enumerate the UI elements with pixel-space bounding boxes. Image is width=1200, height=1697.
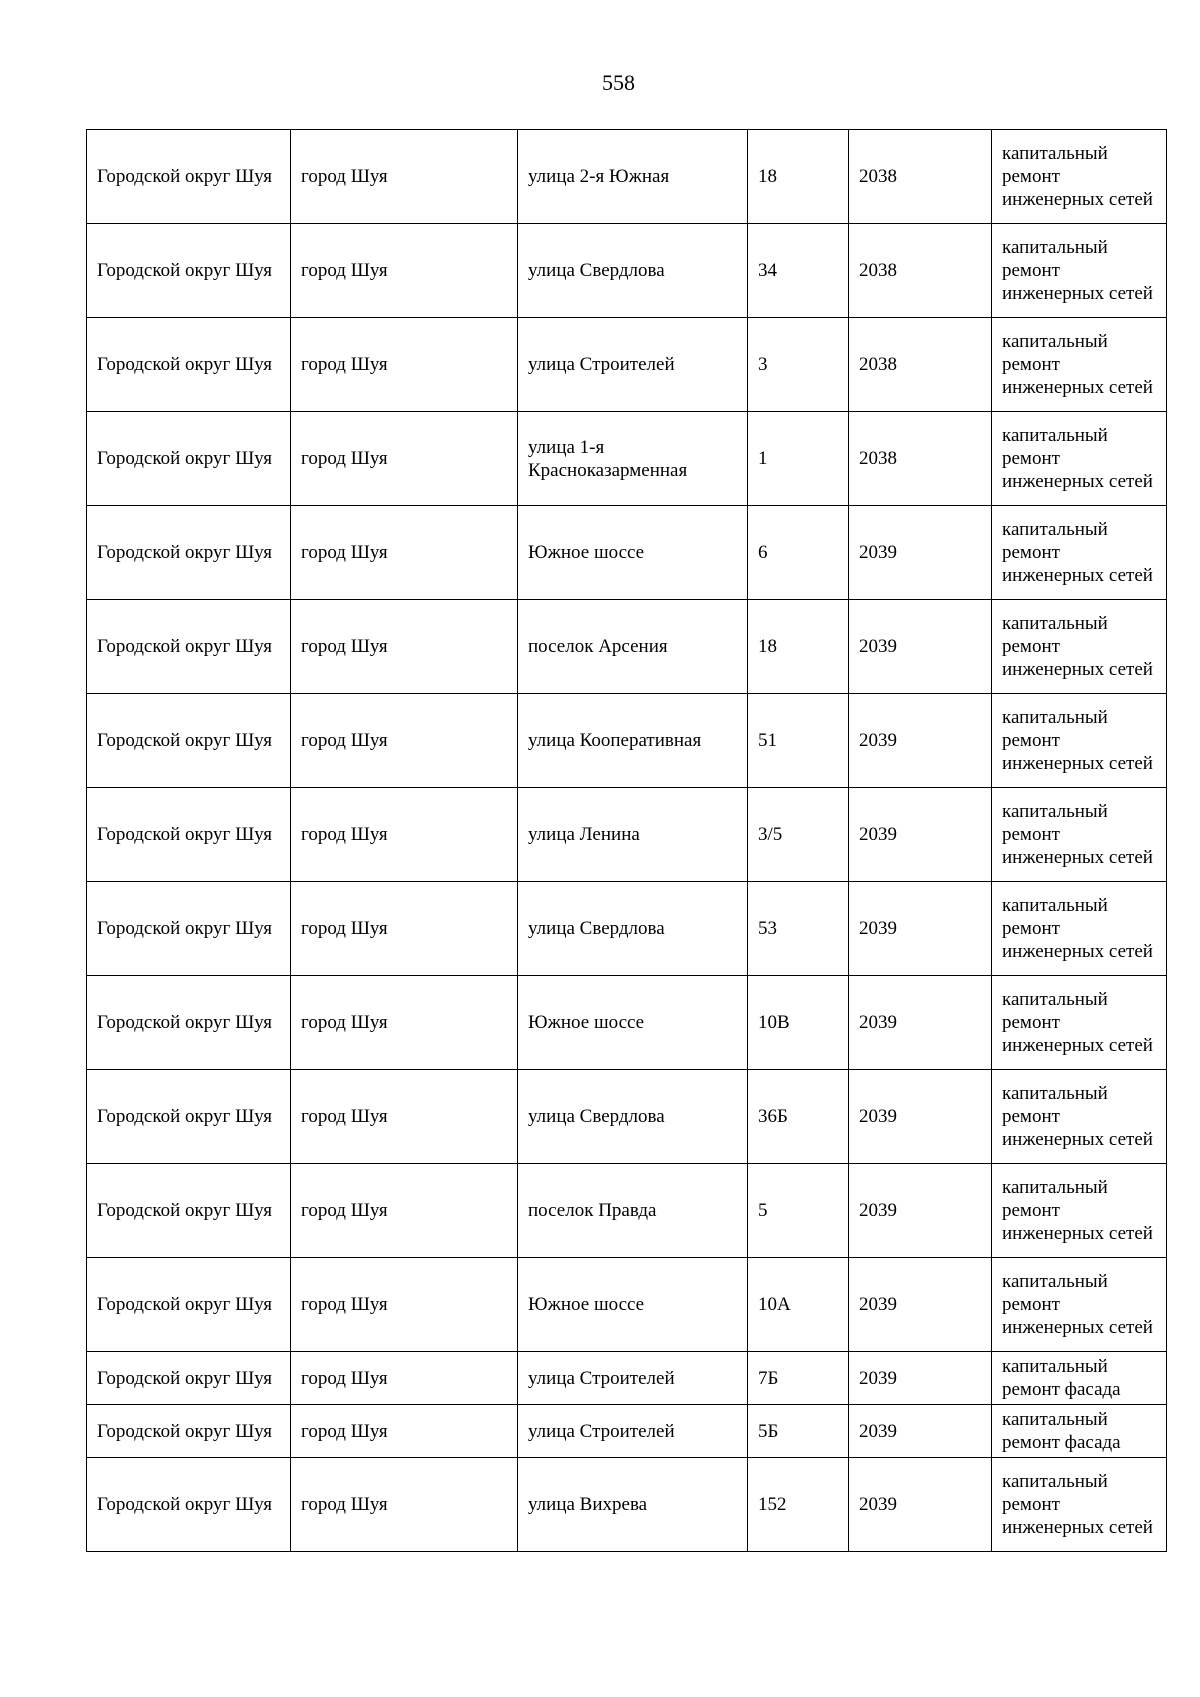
cell-work-type: капитальный ремонт фасада (992, 1352, 1167, 1405)
cell-year: 2039 (849, 1070, 992, 1164)
table-row (87, 318, 1167, 412)
cell-house-number: 51 (748, 694, 849, 788)
cell-house-number: 3/5 (748, 788, 849, 882)
table-row (87, 694, 1167, 788)
cell-settlement: город Шуя (291, 1070, 518, 1164)
cell-year: 2038 (849, 224, 992, 318)
cell-street: улица Строителей (518, 1405, 748, 1458)
table-body (87, 130, 1167, 1552)
table-row (87, 788, 1167, 882)
cell-house-number: 18 (748, 600, 849, 694)
cell-house-number: 53 (748, 882, 849, 976)
cell-year: 2039 (849, 1405, 992, 1458)
cell-work-type: капитальный ремонт инженерных сетей (992, 318, 1167, 412)
cell-house-number: 1 (748, 412, 849, 506)
cell-settlement: город Шуя (291, 694, 518, 788)
cell-street: улица Кооперативная (518, 694, 748, 788)
table-row (87, 600, 1167, 694)
cell-house-number: 10А (748, 1258, 849, 1352)
cell-work-type: капитальный ремонт инженерных сетей (992, 1070, 1167, 1164)
cell-street: улица Вихрева (518, 1458, 748, 1552)
cell-street: поселок Арсения (518, 600, 748, 694)
cell-work-type: капитальный ремонт инженерных сетей (992, 130, 1167, 224)
cell-house-number: 7Б (748, 1352, 849, 1405)
cell-year: 2039 (849, 1352, 992, 1405)
table-row (87, 506, 1167, 600)
table-row (87, 1164, 1167, 1258)
cell-year: 2039 (849, 882, 992, 976)
table-row (87, 882, 1167, 976)
table-row (87, 412, 1167, 506)
cell-settlement: город Шуя (291, 882, 518, 976)
cell-street: улица 1-я Красноказарменная (518, 412, 748, 506)
table-row (87, 1070, 1167, 1164)
cell-settlement: город Шуя (291, 318, 518, 412)
cell-settlement: город Шуя (291, 412, 518, 506)
cell-street: улица 2-я Южная (518, 130, 748, 224)
cell-district: Городской округ Шуя (87, 1164, 291, 1258)
cell-year: 2039 (849, 1458, 992, 1552)
cell-district: Городской округ Шуя (87, 882, 291, 976)
cell-work-type: капитальный ремонт инженерных сетей (992, 224, 1167, 318)
cell-year: 2038 (849, 130, 992, 224)
cell-district: Городской округ Шуя (87, 1258, 291, 1352)
cell-district: Городской округ Шуя (87, 1458, 291, 1552)
cell-year: 2038 (849, 412, 992, 506)
cell-house-number: 10В (748, 976, 849, 1070)
cell-street: улица Свердлова (518, 882, 748, 976)
cell-settlement: город Шуя (291, 224, 518, 318)
cell-settlement: город Шуя (291, 506, 518, 600)
cell-district: Городской округ Шуя (87, 130, 291, 224)
cell-work-type: капитальный ремонт инженерных сетей (992, 506, 1167, 600)
cell-settlement: город Шуя (291, 130, 518, 224)
cell-district: Городской округ Шуя (87, 318, 291, 412)
table-row (87, 224, 1167, 318)
cell-street: улица Свердлова (518, 224, 748, 318)
cell-year: 2039 (849, 600, 992, 694)
cell-street: Южное шоссе (518, 1258, 748, 1352)
table-row (87, 1258, 1167, 1352)
cell-work-type: капитальный ремонт инженерных сетей (992, 1458, 1167, 1552)
cell-house-number: 3 (748, 318, 849, 412)
cell-year: 2038 (849, 318, 992, 412)
cell-settlement: город Шуя (291, 1164, 518, 1258)
cell-street: улица Ленина (518, 788, 748, 882)
cell-house-number: 34 (748, 224, 849, 318)
cell-year: 2039 (849, 506, 992, 600)
cell-work-type: капитальный ремонт инженерных сетей (992, 882, 1167, 976)
cell-house-number: 5Б (748, 1405, 849, 1458)
cell-work-type: капитальный ремонт инженерных сетей (992, 788, 1167, 882)
cell-street: улица Строителей (518, 318, 748, 412)
cell-district: Городской округ Шуя (87, 600, 291, 694)
cell-district: Городской округ Шуя (87, 412, 291, 506)
cell-house-number: 36Б (748, 1070, 849, 1164)
cell-work-type: капитальный ремонт инженерных сетей (992, 694, 1167, 788)
table-row (87, 1405, 1167, 1458)
cell-street: поселок Правда (518, 1164, 748, 1258)
page-number: 558 (602, 70, 635, 95)
cell-settlement: город Шуя (291, 1258, 518, 1352)
cell-street: улица Свердлова (518, 1070, 748, 1164)
cell-work-type: капитальный ремонт инженерных сетей (992, 412, 1167, 506)
cell-district: Городской округ Шуя (87, 976, 291, 1070)
cell-house-number: 18 (748, 130, 849, 224)
cell-house-number: 5 (748, 1164, 849, 1258)
cell-district: Городской округ Шуя (87, 1352, 291, 1405)
cell-district: Городской округ Шуя (87, 1405, 291, 1458)
cell-settlement: город Шуя (291, 1458, 518, 1552)
table-row (87, 130, 1167, 224)
cell-work-type: капитальный ремонт инженерных сетей (992, 1258, 1167, 1352)
cell-street: улица Строителей (518, 1352, 748, 1405)
cell-year: 2039 (849, 976, 992, 1070)
cell-year: 2039 (849, 1164, 992, 1258)
cell-house-number: 152 (748, 1458, 849, 1552)
cell-house-number: 6 (748, 506, 849, 600)
cell-work-type: капитальный ремонт инженерных сетей (992, 1164, 1167, 1258)
repair-schedule-table (86, 129, 1167, 1552)
cell-settlement: город Шуя (291, 788, 518, 882)
cell-street: Южное шоссе (518, 506, 748, 600)
table-row (87, 1352, 1167, 1405)
cell-district: Городской округ Шуя (87, 224, 291, 318)
cell-settlement: город Шуя (291, 1352, 518, 1405)
cell-work-type: капитальный ремонт фасада (992, 1405, 1167, 1458)
cell-work-type: капитальный ремонт инженерных сетей (992, 976, 1167, 1070)
cell-street: Южное шоссе (518, 976, 748, 1070)
cell-year: 2039 (849, 694, 992, 788)
cell-year: 2039 (849, 788, 992, 882)
cell-settlement: город Шуя (291, 1405, 518, 1458)
cell-year: 2039 (849, 1258, 992, 1352)
cell-settlement: город Шуя (291, 600, 518, 694)
cell-district: Городской округ Шуя (87, 506, 291, 600)
table-row (87, 1458, 1167, 1552)
cell-district: Городской округ Шуя (87, 1070, 291, 1164)
cell-district: Городской округ Шуя (87, 694, 291, 788)
cell-work-type: капитальный ремонт инженерных сетей (992, 600, 1167, 694)
cell-settlement: город Шуя (291, 976, 518, 1070)
table-row (87, 976, 1167, 1070)
cell-district: Городской округ Шуя (87, 788, 291, 882)
